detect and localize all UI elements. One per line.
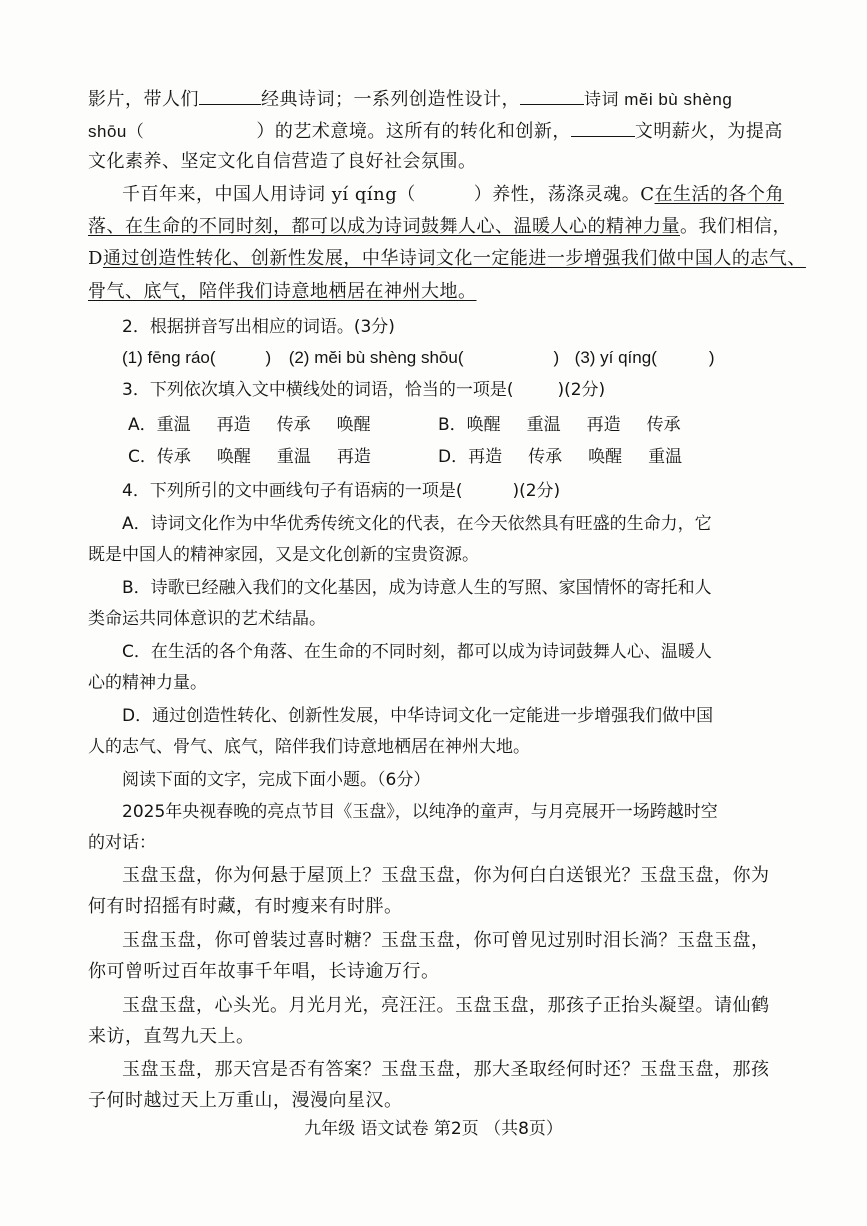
- option-b: [438, 413, 681, 437]
- option-a: [128, 413, 371, 437]
- option-d: [438, 445, 682, 469]
- question-3-title: [122, 378, 605, 402]
- passage-line-7: [88, 280, 477, 304]
- text: 4．下列所引的文中画线句子有语病的一项是(: [122, 481, 463, 501]
- text: ): [265, 348, 272, 367]
- text: 你可曾听过百年故事千年唱，长诗逾万行。: [88, 961, 440, 982]
- text: 文明薪火，为提高: [634, 121, 783, 142]
- underlined-sentence-c: 在生活的各个角: [654, 184, 785, 205]
- lyric-stanza-3a: [122, 994, 770, 1018]
- option-word: 唤醒: [588, 447, 623, 467]
- option-c: [128, 445, 371, 469]
- fill-blank-3[interactable]: [571, 118, 635, 137]
- text: 人的志气、骨气、底气，陪伴我们诗意地栖居在神州大地。: [88, 737, 530, 757]
- text: ）养性，荡涤灵魂。C: [473, 184, 655, 205]
- reading-para-1b: [88, 831, 156, 855]
- text: 2．根据拼音写出相应的词语。(3分): [122, 317, 395, 337]
- q4-option-d-line1: [122, 704, 713, 728]
- text: 3．下列依次填入文中横线处的词语，恰当的一项是(: [122, 380, 514, 400]
- lyric-stanza-1b: [88, 895, 403, 919]
- text: D．通过创造性转化、创新性发展，中华诗词文化一定能进一步增强我们做中国: [122, 706, 714, 726]
- option-word: 唤醒: [216, 447, 251, 467]
- lyric-stanza-2a: [122, 929, 770, 953]
- text: 的对话：: [88, 833, 156, 853]
- question-2-items: [122, 346, 715, 370]
- text: D: [88, 248, 103, 269]
- text: A．诗词文化作为中华优秀传统文化的代表，在今天依然具有旺盛的生命力，它: [122, 514, 712, 534]
- underlined-sentence-d: 通过创造性转化、创新性发展，中华诗词文化一定能进一步增强我们做中国人的志气、: [102, 248, 806, 269]
- text: 经典诗词；一系列创造性设计，: [261, 89, 520, 110]
- reading-intro: [122, 768, 430, 792]
- lyric-stanza-2b: [88, 960, 440, 984]
- option-letter: C．: [128, 447, 157, 467]
- option-word: 再造: [336, 447, 371, 467]
- text: 来访，直驾九天上。: [88, 1026, 255, 1047]
- passage-line-5: [88, 215, 791, 239]
- option-word: 再造: [586, 415, 621, 435]
- q4-option-c-line2: [88, 671, 207, 695]
- option-word: 传承: [276, 415, 311, 435]
- text: 心的精神力量。: [88, 673, 207, 693]
- underlined-sentence-d: 骨气、底气，陪伴我们诗意地栖居在神州大地。: [88, 281, 477, 302]
- option-letter: B．: [438, 415, 467, 435]
- option-word: 传承: [646, 415, 681, 435]
- text: 玉盘玉盘，你可曾装过喜时糖？玉盘玉盘，你可曾见过别时泪长淌？玉盘玉盘，: [122, 930, 770, 951]
- text: 文化素养、坚定文化自信营造了良好社会氛围。: [88, 151, 477, 172]
- text: 。我们相信，: [680, 216, 791, 237]
- passage-line-3: [88, 150, 477, 174]
- underlined-sentence-c: 落、在生命的不同时刻，都可以成为诗词鼓舞人心、温暖人心的精神力量: [88, 216, 680, 237]
- lyric-stanza-4a: [122, 1058, 770, 1082]
- option-word: 传承: [156, 447, 191, 467]
- text: 玉盘玉盘，心头光。月光月光，亮汪汪。玉盘玉盘，那孩子正抬头凝望。请仙鹤: [122, 995, 770, 1016]
- option-word: 再造: [216, 415, 251, 435]
- option-letter: A．: [128, 415, 157, 435]
- option-word: 重温: [526, 415, 561, 435]
- text: ): [553, 348, 560, 367]
- fill-blank-1[interactable]: [199, 86, 261, 105]
- text: (1) fēng ráo(: [122, 348, 216, 367]
- option-word: 再造: [468, 447, 503, 467]
- passage-line-6: [88, 247, 806, 271]
- q4-option-d-line2: [88, 735, 530, 759]
- pinyin-text: 诗词 mĕi bù shèng: [584, 90, 733, 109]
- q4-option-b-line1: [122, 576, 712, 600]
- q4-option-c-line1: [122, 640, 712, 664]
- text: C．在生活的各个角落、在生命的不同时刻，都可以成为诗词鼓舞人心、温暖人: [122, 642, 712, 662]
- text: 千百年来，中国人用诗词 yí qíng（: [122, 184, 416, 205]
- option-word: 唤醒: [466, 415, 501, 435]
- question-4-title: [122, 479, 560, 503]
- question-2-title: [122, 315, 395, 339]
- text: 何有时招摇有时藏，有时瘦来有时胖。: [88, 896, 403, 917]
- text: 玉盘玉盘，你为何悬于屋顶上？玉盘玉盘，你为何白白送银光？玉盘玉盘，你为: [122, 865, 770, 886]
- fill-blank-2[interactable]: [520, 86, 584, 105]
- text: B．诗歌已经融入我们的文化基因，成为诗意人生的写照、家国情怀的寄托和人: [122, 578, 712, 598]
- text: )(2分): [557, 380, 606, 400]
- pinyin-text: shōu（: [88, 122, 145, 141]
- lyric-stanza-4b: [88, 1089, 403, 1113]
- option-letter: D．: [438, 447, 469, 467]
- q4-option-b-line2: [88, 607, 326, 631]
- option-word: 唤醒: [336, 415, 371, 435]
- text: )(2分): [512, 481, 561, 501]
- text: (3) yí qíng(: [574, 348, 657, 367]
- text: ）的艺术意境。这所有的转化和创新，: [256, 121, 571, 142]
- text: 2025年央视春晚的亮点节目《玉盘》，以纯净的童声，与月亮展开一场跨越时空: [122, 802, 718, 822]
- text: ): [708, 348, 715, 367]
- passage-line-1: [88, 86, 732, 112]
- text: 阅读下面的文字，完成下面小题。（6分）: [122, 770, 431, 790]
- option-word: 重温: [156, 415, 191, 435]
- passage-line-4: [122, 183, 784, 207]
- lyric-stanza-3b: [88, 1025, 255, 1049]
- passage-line-2: [88, 118, 783, 144]
- option-word: 重温: [276, 447, 311, 467]
- option-word: 重温: [648, 447, 683, 467]
- option-word: 传承: [528, 447, 563, 467]
- text: 玉盘玉盘，那天宫是否有答案？玉盘玉盘，那大圣取经何时还？玉盘玉盘，那孩: [122, 1059, 770, 1080]
- lyric-stanza-1a: [122, 864, 770, 888]
- q4-option-a-line2: [88, 543, 479, 567]
- text: 子何时越过天上万重山，漫漫向星汉。: [88, 1090, 403, 1111]
- text: 既是中国人的精神家园，又是文化创新的宝贵资源。: [88, 545, 479, 565]
- text: (2) mĕi bù shèng shōu(: [288, 348, 464, 367]
- text: 类命运共同体意识的艺术结晶。: [88, 609, 326, 629]
- text: 影片，带人们: [88, 89, 199, 110]
- page-footer: 九年级 语文试卷 第2页 （共8页）: [304, 1119, 563, 1139]
- q4-option-a-line1: [122, 512, 712, 536]
- reading-para-1a: [122, 800, 718, 824]
